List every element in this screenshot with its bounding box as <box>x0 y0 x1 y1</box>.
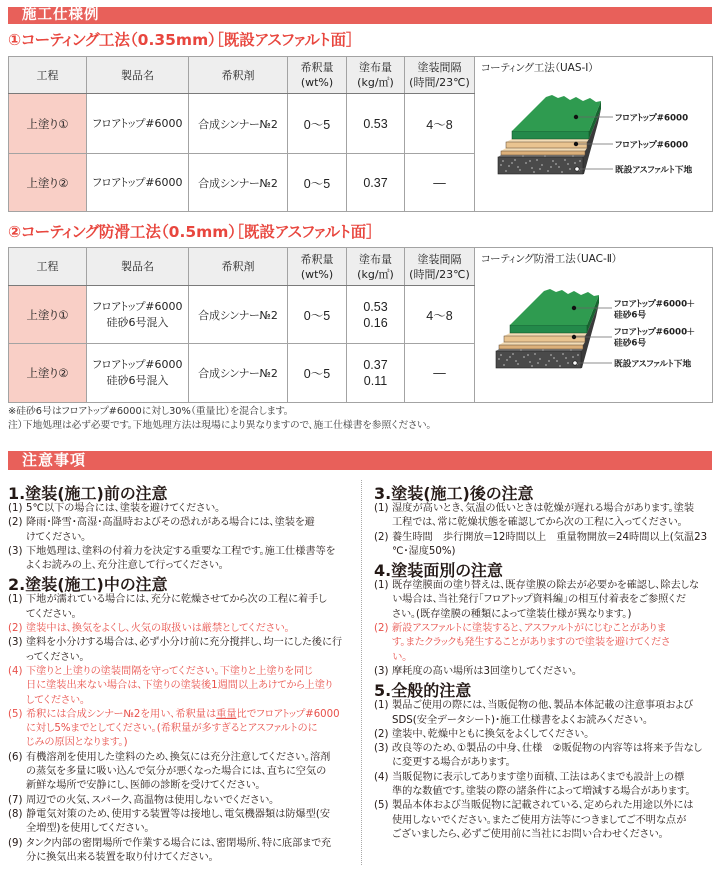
col-header-unit: (wt%) <box>300 267 334 281</box>
note-text: 比でフロアトップ#6000 <box>236 708 340 720</box>
product-name: フロアトップ#6000 <box>92 175 183 189</box>
note-number: (3) <box>8 545 23 557</box>
precautions-left-column <box>8 486 358 865</box>
product-name: フロアトップ#6000 <box>92 116 183 130</box>
note-line: い場合は、当社発行「フロアトップ資料編」の相互付着表をご参照くだ <box>392 594 686 606</box>
note-item <box>374 665 714 679</box>
note-line: ってください。 <box>26 651 85 663</box>
col-header-product: 製品名 <box>87 248 189 286</box>
col-header-step: 工程 <box>9 57 87 94</box>
col-header-interval <box>405 248 475 286</box>
col-header-interval <box>405 57 475 94</box>
note-number: (1) <box>8 594 23 606</box>
note-line: 湿度が高いとき、気温の低いときは乾燥が遅れる場合があります。塗装 <box>392 503 695 514</box>
note-line: い。 <box>392 651 408 663</box>
note-number: (4) <box>8 665 23 677</box>
callout-label: フロアトップ#6000＋ <box>614 299 695 310</box>
col-header-label: 塗装間隔 <box>417 61 462 74</box>
note-number: (9) <box>8 837 23 849</box>
note-line: 下地処理は、塗料の付着力を決定する重要な工程です。施工仕様書等を <box>26 545 336 557</box>
product-cell <box>87 94 189 154</box>
col-header-product: 製品名 <box>87 57 189 94</box>
note-line: 準的な数値です。塗装の際の諸条件によって増減する場合があります。 <box>392 786 691 798</box>
col-header-label: 希釈量 <box>300 61 334 74</box>
note-number: (7) <box>8 794 23 806</box>
note-line: 全増型)を使用してください。 <box>26 823 150 835</box>
note-line: 降雨・降雪・高湿・高温時およびその恐れがある場合には、塗装を避 <box>26 517 315 529</box>
note-item <box>374 799 714 842</box>
callout-dot-icon <box>572 306 576 310</box>
coverage-cell <box>347 94 405 154</box>
coverage-value: 0.53 <box>363 116 388 131</box>
note-line: 塗料を小分けする場合は、必ず小分け前に充分撹拌し、均一にした後に行 <box>26 637 343 649</box>
note-item <box>374 579 714 622</box>
note-item <box>374 742 714 771</box>
underlined-text: 重量 <box>216 708 237 720</box>
note-line: 工程では、常に乾燥状態を確認してから次の工程に入ってください。 <box>392 517 683 529</box>
note-line: 新鮮な場所で安静にし、医師の診断を受けてください。 <box>26 780 261 792</box>
col-header-label: 塗装間隔 <box>417 252 462 266</box>
col-header-coverage <box>347 248 405 286</box>
callout-label: フロアトップ#6000 <box>615 113 689 124</box>
note-number: (2) <box>374 728 389 740</box>
note-line: 日に塗装出来ない場合は、下塗りの塗装後1週間以上あけてから上塗り <box>26 680 333 692</box>
note-line: ございましたら、必ずご使用前に当社にお問い合わせください。 <box>392 828 664 840</box>
note-line: 養生時間 歩行開放＝12時間以上 重量物開放＝24時間以上(気温23 <box>392 531 708 543</box>
note-line: SDS(安全データシート)・施工仕様書をよくお読みください。 <box>392 714 649 726</box>
step-cell: 上塗り① <box>9 286 87 344</box>
thinner-cell: 合成シンナー№2 <box>189 154 288 212</box>
spec-table-method-2 <box>8 247 713 403</box>
coverage-value: 0.16 <box>363 315 388 330</box>
coverage-cell <box>347 344 405 403</box>
note-line: 5℃以下の場合には、塗装を避けてください。 <box>26 503 221 514</box>
product-additive: 硅砂6号混入 <box>106 374 169 387</box>
col-header-label: 塗布量 <box>359 252 392 266</box>
topcoat-front-face <box>510 325 587 333</box>
callout-label: フロアトップ#6000＋ <box>614 327 695 338</box>
col-header-label: 塗布量 <box>359 61 392 74</box>
note-line: 下地が濡れている場合には、充分に乾燥させてから次の工程に着手し <box>26 594 327 606</box>
precaution-heading-after: 3.塗装(施工)後の注意 <box>374 484 534 503</box>
spec-section-header <box>8 7 712 24</box>
note-line: 使用しないでください。またご使用方法等につきましてご不明な点が <box>392 814 687 826</box>
col-header-unit: (時間/23℃) <box>409 267 470 281</box>
note-item <box>8 794 358 808</box>
table-header-row <box>9 248 713 286</box>
product-cell <box>87 344 189 403</box>
col-header-unit: (wt%) <box>300 76 334 89</box>
note-line: ℃・湿度50%) <box>392 545 456 557</box>
col-header-step: 工程 <box>9 248 87 286</box>
note-number: (5) <box>374 800 389 812</box>
product-name: フロアトップ#6000 <box>92 358 183 371</box>
note-line: 製品ご使用の際には、当販促物の他、製品本体記載の注意事項および <box>392 700 694 712</box>
callout-ring-icon <box>573 361 577 365</box>
lower-coat-layer <box>499 345 583 349</box>
note-line: 塗装中、乾燥中ともに換気をよくしてください。 <box>392 728 590 740</box>
callout-dot-icon <box>574 115 578 119</box>
note-line: じみの原因となります。) <box>26 737 128 749</box>
note-item <box>8 837 358 866</box>
diagram-cell <box>475 248 713 403</box>
layer-cross-section-diagram <box>475 248 713 403</box>
note-number: (5) <box>8 708 23 720</box>
method-1-title: ①コーティング工法（0.35mm）［既設アスファルト面］ <box>8 31 354 49</box>
note-item <box>8 593 358 622</box>
note-line: に変更する場合があります。 <box>392 757 511 769</box>
interval-cell: ― <box>405 344 475 403</box>
method-2-title: ②コーティング防滑工法（0.5mm）［既設アスファルト面］ <box>8 223 374 241</box>
thinner-cell: 合成シンナー№2 <box>189 286 288 344</box>
note-line: 有機溶剤を使用した塗料のため、換気には充分注意してください。溶剤 <box>26 751 331 763</box>
note-item <box>374 699 714 728</box>
note-line: の蒸気を多量に吸い込んで気分が悪くなった場合には、直ちに空気の <box>26 766 327 778</box>
col-header-dilution <box>288 248 347 286</box>
note-line: す。またクラックも発生することがありますので塗装を避けてくださ <box>392 637 670 649</box>
precautions-section-header-label: 注意事項 <box>22 451 87 469</box>
note-number: (4) <box>374 771 389 783</box>
note-line: 静電気対策のため、使用する装置等は接地し、電気機器類は防爆型(安 <box>26 808 331 820</box>
product-cell <box>87 286 189 344</box>
note-item <box>8 751 358 794</box>
note-number: (2) <box>374 623 389 635</box>
diagram-cell <box>475 57 713 212</box>
dilution-cell: 0〜5 <box>288 286 347 344</box>
topcoat-front-face <box>512 131 589 139</box>
coverage-cell <box>347 154 405 212</box>
coverage-value: 0.37 <box>363 358 388 372</box>
note-line: てください。 <box>26 608 77 620</box>
step-cell: 上塗り① <box>9 94 87 154</box>
topcoat-green-layer <box>510 289 599 325</box>
note-item <box>8 636 358 665</box>
callout-label: 既設アスファルト下地 <box>614 359 692 370</box>
col-header-thinner: 希釈剤 <box>189 57 288 94</box>
interval-cell: ― <box>405 154 475 212</box>
col-header-coverage <box>347 57 405 94</box>
note-item <box>8 516 358 545</box>
note-text: 希釈には合成シンナー№2を用い、希釈量は <box>26 708 217 720</box>
thinner-cell: 合成シンナー№2 <box>189 94 288 154</box>
note-item <box>374 771 714 800</box>
floor-layers-illustration <box>496 289 599 368</box>
callout-label: 既設アスファルト下地 <box>615 165 693 176</box>
note-number: (3) <box>374 665 389 677</box>
col-header-unit: (kg/㎡) <box>357 76 394 89</box>
diagram-title: コーティング防滑工法（UAC-Ⅱ） <box>481 253 618 265</box>
note-line: 塗装中は、換気をよくし、火気の取扱いは厳禁としてください。 <box>26 623 290 635</box>
middle-coat-top-face <box>506 139 589 142</box>
note-item <box>8 545 358 574</box>
note-item-emphasis <box>8 665 358 708</box>
note-number: (2) <box>8 623 23 635</box>
note-number: (8) <box>8 808 23 820</box>
precaution-heading-during: 2.塗装(施工)中の注意 <box>8 575 168 595</box>
spec-table-method-1 <box>8 56 713 212</box>
note-line: 改良等のため、①製品の中身、仕様 ②販促物の内容等は将来予告なし <box>392 743 702 755</box>
col-header-dilution <box>288 57 347 94</box>
note-item <box>374 728 714 742</box>
note-item <box>8 502 358 516</box>
thinner-cell: 合成シンナー№2 <box>189 344 288 403</box>
note-line <box>26 708 358 722</box>
footnote-surface-prep: 注）下地処理は必ず必要です。下地処理方法は現場により異なりますので、施工仕様書を参照ください。 <box>8 420 432 431</box>
product-cell <box>87 154 189 212</box>
note-item <box>8 808 358 837</box>
callout-label: フロアトップ#6000 <box>615 140 689 151</box>
note-line: よくお読みの上、充分注意して行ってください。 <box>26 560 224 572</box>
coverage-value: 0.11 <box>363 374 388 388</box>
lower-coat-layer <box>501 151 585 155</box>
note-item-emphasis <box>8 622 358 636</box>
coverage-cell <box>347 286 405 344</box>
note-line: 周辺での火気、スパーク、高温物は使用しないでください。 <box>26 794 275 806</box>
note-number: (6) <box>8 751 23 763</box>
topcoat-green-layer <box>512 95 601 131</box>
precaution-heading-general: 5.全般的注意 <box>374 681 472 701</box>
interval-cell: 4〜8 <box>405 286 475 344</box>
footnote-silica-sand: ※硅砂6号はフロアトップ#6000に対し30%（重量比）を混合します。 <box>8 406 289 417</box>
floor-layers-illustration <box>498 95 601 174</box>
note-line: 摩耗度の高い場所は3回塗りしてください。 <box>392 665 578 677</box>
note-number: (3) <box>8 637 23 649</box>
note-number: (2) <box>374 531 389 543</box>
step-cell: 上塗り② <box>9 344 87 403</box>
col-header-label: 希釈量 <box>300 252 334 266</box>
note-number: (1) <box>374 580 389 592</box>
note-number: (2) <box>8 517 23 529</box>
callout-label: 硅砂6号 <box>614 338 647 349</box>
step-cell: 上塗り② <box>9 154 87 212</box>
precautions-right-column <box>374 486 714 842</box>
lower-coat-top-face <box>499 342 585 345</box>
note-number: (1) <box>374 700 389 712</box>
product-name: フロアトップ#6000 <box>92 299 183 313</box>
note-line: 新設アスファルトに塗装すると、アスファルトがにじむことがありま <box>392 623 667 635</box>
product-additive: 硅砂6号混入 <box>106 315 169 329</box>
note-line: けてください。 <box>26 531 87 543</box>
note-line: 分に換気出来る装置を取り付けてください。 <box>26 851 214 863</box>
note-line: 製品本体および当販促物に記載されている、定められた用途以外には <box>392 800 694 812</box>
lower-coat-top-face <box>501 148 587 151</box>
note-line: さい。(既存塗膜の種類によって塗装仕様が異なります。) <box>392 608 632 620</box>
note-number: (1) <box>374 503 389 514</box>
note-number: (3) <box>374 743 389 755</box>
asphalt-top-face <box>498 155 585 157</box>
callout-dot-icon <box>574 142 578 146</box>
note-number: (1) <box>8 503 23 514</box>
dilution-cell: 0〜5 <box>288 94 347 154</box>
callout-label: 硅砂6号 <box>614 310 647 321</box>
callout-dot-icon <box>572 335 576 339</box>
col-header-thinner: 希釈剤 <box>189 248 288 286</box>
note-line: タンク内部の密閉場所で作業する場合には、密閉場所、特に底部まで充 <box>26 837 332 849</box>
asphalt-base-layer <box>498 157 583 174</box>
note-item-emphasis <box>8 708 358 751</box>
column-divider <box>361 480 362 865</box>
diagram-title: コーティング工法（UAS-Ⅰ） <box>481 62 594 74</box>
interval-cell: 4〜8 <box>405 94 475 154</box>
callout-ring-icon <box>575 167 579 171</box>
note-line: 当販促物に表示してあります塗り面積、工法はあくまでも設計上の標 <box>392 771 685 783</box>
precaution-heading-by-surface: 4.塗装面別の注意 <box>374 561 503 581</box>
spec-section-header-label: 施工仕様例 <box>22 7 100 23</box>
note-line: 既存塗膜面の塗り替えは、既存塗膜の除去が必要かを確認し、除去しな <box>392 580 699 592</box>
note-item <box>374 502 714 531</box>
note-line: に対し5%までとしてください。(希釈量が多すぎるとアスファルトのに <box>26 723 318 735</box>
dilution-cell: 0〜5 <box>288 154 347 212</box>
table-header-row <box>9 57 713 94</box>
dilution-cell: 0〜5 <box>288 344 347 403</box>
coverage-value: 0.37 <box>363 175 388 190</box>
col-header-unit: (kg/㎡) <box>357 267 394 281</box>
coverage-value: 0.53 <box>363 299 388 314</box>
layer-cross-section-diagram <box>475 57 713 212</box>
note-line: 下塗りと上塗りの塗装間隔を守ってください。下塗りと上塗りを同じ <box>26 665 313 677</box>
note-item <box>374 531 714 560</box>
asphalt-base-layer <box>496 351 581 368</box>
precaution-heading-before: 1.塗装(施工)前の注意 <box>8 484 168 503</box>
note-line: してください。 <box>26 694 86 706</box>
note-item-emphasis <box>374 622 714 665</box>
col-header-unit: (時間/23℃) <box>409 76 470 89</box>
precautions-section-header <box>8 451 712 470</box>
